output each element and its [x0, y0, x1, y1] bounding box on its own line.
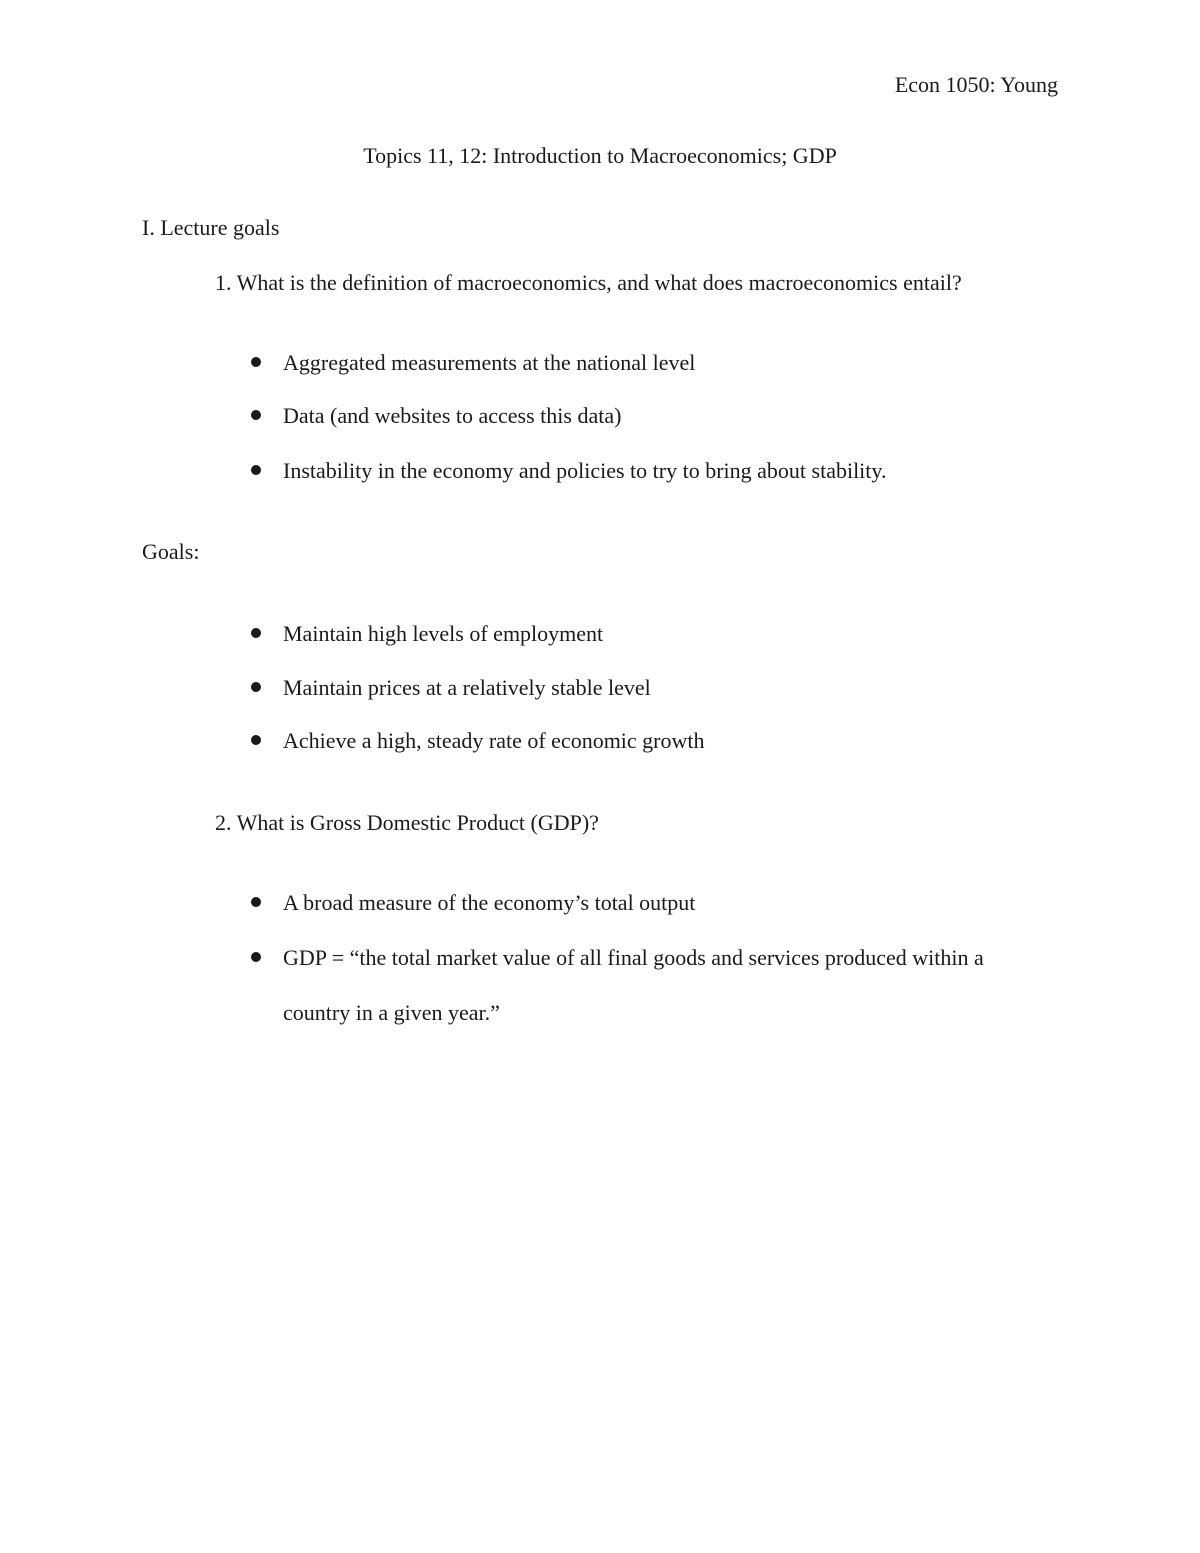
- bullet-icon: [248, 624, 262, 638]
- list-item: GDP = “the total market value of all final goods and services produced within a: [283, 945, 984, 970]
- bullet-icon: [248, 406, 262, 420]
- bullet-icon: [248, 461, 262, 475]
- page-title: Topics 11, 12: Introduction to Macroeconomics; GDP: [363, 143, 837, 168]
- list-item: Achieve a high, steady rate of economic growth: [283, 728, 705, 753]
- list-item: Instability in the economy and policies to try to bring about stability.: [283, 458, 887, 483]
- list-item: Data (and websites to access this data): [283, 403, 622, 428]
- list-item: Maintain high levels of employment: [283, 621, 604, 646]
- list-item: Maintain prices at a relatively stable level: [283, 675, 651, 700]
- list-item-continuation: country in a given year.”: [283, 1000, 500, 1025]
- bullet-icon: [248, 731, 262, 745]
- bullet-icon: [248, 678, 262, 692]
- goals-heading: Goals:: [142, 539, 200, 564]
- bullet-icon: [248, 353, 262, 367]
- course-header: Econ 1050: Young: [894, 72, 1058, 97]
- question-2: 2. What is Gross Domestic Product (GDP)?: [215, 810, 599, 835]
- bullet-icon: [248, 948, 262, 962]
- list-item: Aggregated measurements at the national level: [283, 350, 696, 375]
- bullet-icon: [248, 893, 262, 907]
- question-1: 1. What is the definition of macroeconomics, and what does macroeconomics entail?: [215, 270, 962, 295]
- section-heading: I. Lecture goals: [142, 215, 280, 240]
- list-item: A broad measure of the economy’s total output: [283, 890, 696, 915]
